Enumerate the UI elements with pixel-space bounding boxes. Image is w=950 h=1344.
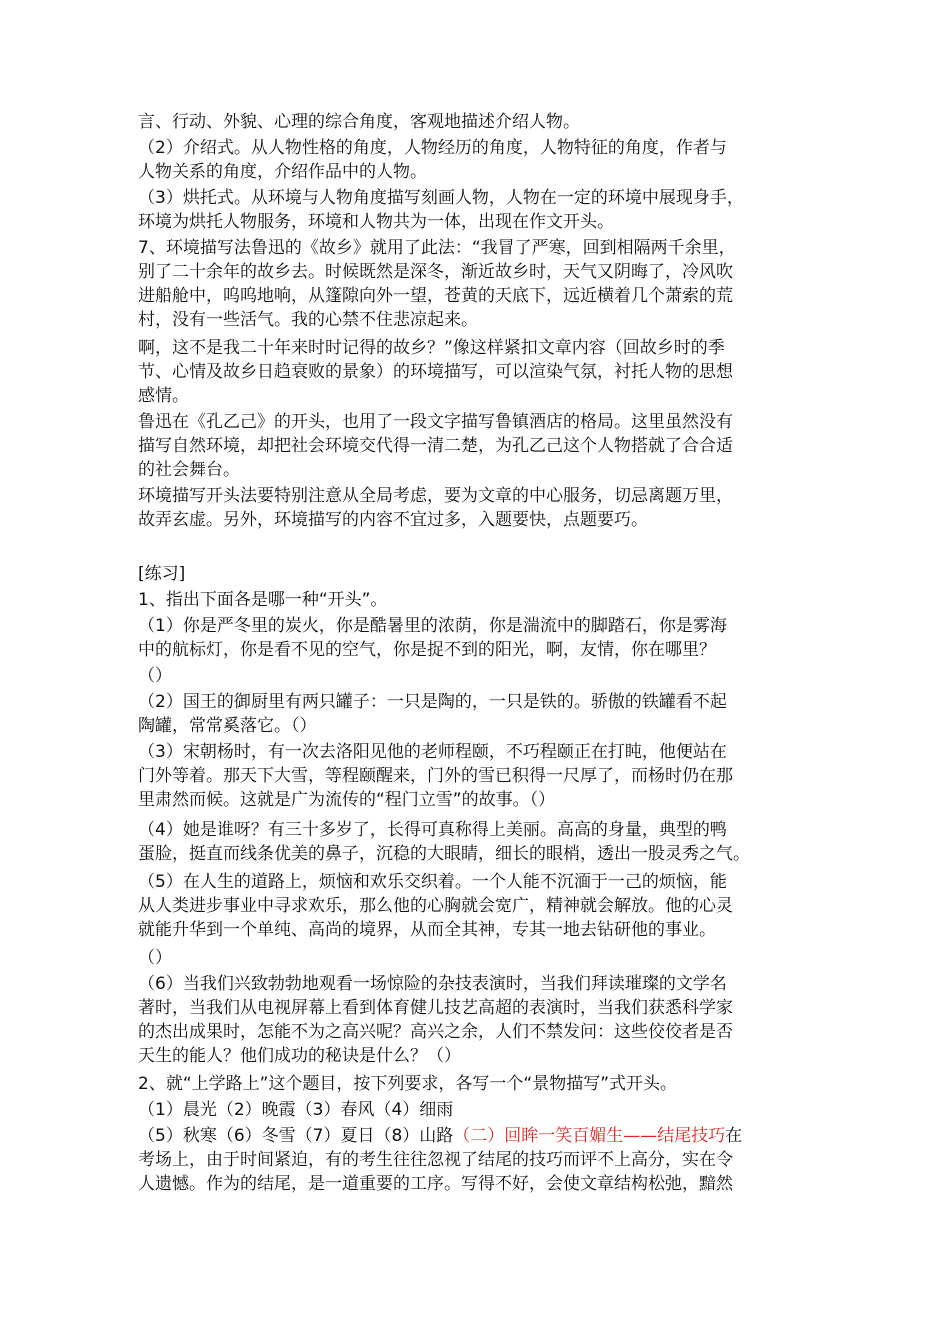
text-line: 村，没有一些活气。我的心禁不住悲凉起来。 — [138, 310, 478, 330]
text-line: （6）当我们兴致勃勃地观看一场惊险的杂技表演时，当我们拜读璀璨的文学名 — [138, 974, 727, 994]
text-line: 从人类进步事业中寻求欢乐，那么他的心胸就会宽广，精神就会解放。他的心灵 — [138, 896, 733, 916]
exercise-item-4 — [138, 818, 838, 866]
text-fragment: 在 — [725, 1126, 743, 1146]
text-line: 考场上，由于时间紧迫，有的考生往往忽视了结尾的技巧而评不上高分，实在令 — [138, 1150, 733, 1170]
text-line: 进船舱中，呜呜地响，从篷隙向外一望，苍黄的天底下，远近横着几个萧索的荒 — [138, 286, 733, 306]
text-line — [138, 1124, 838, 1148]
text-line: 描写自然环境，却把社会环境交代得一清二楚，为孔乙己这个人物搭就了合合适 — [138, 436, 733, 456]
paragraph-ending-techniques — [138, 1124, 838, 1196]
text-line: （1）晨光（2）晚霞（3）春风（4）细雨 — [138, 1100, 454, 1120]
paragraph-introduction-style — [138, 136, 838, 184]
text-line: 著时，当我们从电视屏幕上看到体育健儿技艺高超的表演时，当我们获悉科学家 — [138, 998, 733, 1018]
text-line: （） — [138, 666, 172, 686]
text-line: 环境为烘托人物服务，环境和人物共为一体，出现在作文开头。 — [138, 212, 614, 232]
text-line: 7、环境描写法鲁迅的《故乡》就用了此法：“我冒了严寒，回到相隔两千余里， — [138, 238, 736, 258]
paragraph-character-description-end — [138, 110, 838, 134]
exercise-question-2 — [138, 1072, 838, 1096]
text-line: 人遗憾。作为的结尾，是一道重要的工序。写得不好，会使文章结构松弛，黯然 — [138, 1174, 733, 1194]
text-line: （3）宋朝杨时，有一次去洛阳见他的老师程颐，不巧程颐正在打盹，他便站在 — [138, 742, 727, 762]
exercise-question-1 — [138, 588, 838, 612]
answer-blank — [138, 946, 838, 970]
text-line: [练习] — [138, 564, 186, 584]
text-line: 别了二十余年的故乡去。时候既然是深冬，渐近故乡时，天气又阴晦了，冷风吹 — [138, 262, 733, 282]
exercise-item-1 — [138, 614, 838, 662]
text-line: 感情。 — [138, 386, 189, 406]
answer-blank — [138, 664, 838, 688]
text-line: （1）你是严冬里的炭火，你是酷暑里的浓荫，你是湍流中的脚踏石，你是雾海 — [138, 616, 727, 636]
exercise-prompts-5-8: （5）秋寒（6）冬雪（7）夏日（8）山路 — [138, 1126, 454, 1146]
text-line: 节、心情及故乡日趋衰败的景象）的环境描写，可以渲染气氛，衬托人物的思想 — [138, 362, 733, 382]
text-line: 蛋脸，挺直而线条优美的鼻子，沉稳的大眼睛，细长的眼梢，透出一股灵秀之气。 — [138, 844, 750, 864]
exercise-item-6 — [138, 972, 838, 1068]
exercise-item-2 — [138, 690, 838, 738]
text-line: 陶罐，常常奚落它。（） — [138, 716, 317, 736]
text-line: 人物关系的角度，介绍作品中的人物。 — [138, 162, 427, 182]
exercise-item-3 — [138, 740, 838, 812]
text-line: 鲁迅在《孔乙己》的开头，也用了一段文字描写鲁镇酒店的格局。这里虽然没有 — [138, 412, 733, 432]
paragraph-kong-yiji — [138, 410, 838, 482]
text-line: 里肃然而候。这就是广为流传的“程门立雪”的故事。（） — [138, 790, 556, 810]
paragraph-environment-method — [138, 236, 838, 332]
paragraph-environment-notes — [138, 484, 838, 532]
exercise-prompts-1-4 — [138, 1098, 838, 1122]
text-line: 的社会舞台。 — [138, 460, 240, 480]
text-line: 天生的能人？他们成功的秘诀是什么？（） — [138, 1046, 461, 1066]
text-line: 2、就“上学路上”这个题目，按下列要求，各写一个“景物描写”式开头。 — [138, 1074, 678, 1094]
text-line: 的杰出成果时，怎能不为之高兴呢？高兴之余，人们不禁发问：这些佼佼者是否 — [138, 1022, 733, 1042]
text-line: 环境描写开头法要特别注意从全局考虑，要为文章的中心服务，切忌离题万里， — [138, 486, 733, 506]
text-line: 言、行动、外貌、心理的综合角度，客观地描述介绍人物。 — [138, 112, 580, 132]
text-line: （5）在人生的道路上，烦恼和欢乐交织着。一个人能不沉湎于一己的烦恼，能 — [138, 872, 727, 892]
text-line: 就能升华到一个单纯、高尚的境界，从而全其神，专其一地去钻研他的事业。 — [138, 920, 716, 940]
text-line: 中的航标灯，你是看不见的空气，你是捉不到的阳光，啊，友情，你在哪里？ — [138, 640, 716, 660]
text-line: （2）介绍式。从人物性格的角度，人物经历的角度，人物特征的角度，作者与 — [138, 138, 727, 158]
text-line: （） — [138, 948, 172, 968]
text-line: （2）国王的御厨里有两只罐子：一只是陶的，一只是铁的。骄傲的铁罐看不起 — [138, 692, 727, 712]
paragraph-foil-style — [138, 186, 838, 234]
paragraph-hometown-analysis — [138, 336, 838, 408]
text-line: 门外等着。那天下大雪，等程颐醒来，门外的雪已积得一尺厚了，而杨时仍在那 — [138, 766, 733, 786]
text-line: 故弄玄虚。另外，环境描写的内容不宜过多，入题要快，点题要巧。 — [138, 510, 648, 530]
text-line: 啊，这不是我二十年来时时记得的故乡？”像这样紧扣文章内容（回故乡时的季 — [138, 338, 725, 358]
section-heading-ending-techniques: （二）回眸一笑百媚生——结尾技巧 — [453, 1126, 726, 1146]
text-line: （3）烘托式。从环境与人物角度描写刻画人物，人物在一定的环境中展现身手， — [138, 188, 744, 208]
text-line: （4）她是谁呀？有三十多岁了，长得可真称得上美丽。高高的身量，典型的鸭 — [138, 820, 727, 840]
exercise-heading — [138, 562, 838, 586]
text-line: 1、指出下面各是哪一种“开头”。 — [138, 590, 388, 610]
exercise-item-5 — [138, 870, 838, 942]
